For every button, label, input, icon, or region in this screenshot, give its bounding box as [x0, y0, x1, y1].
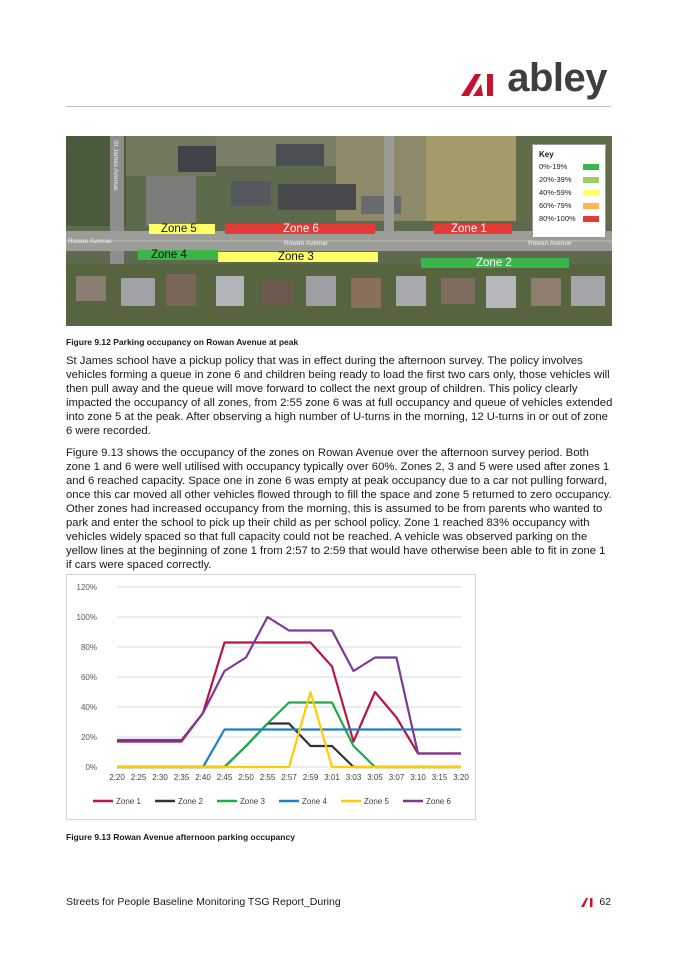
series-line-zone-4 [117, 730, 461, 768]
map-key [532, 144, 606, 238]
x-tick-label: 3:10 [410, 773, 426, 782]
x-tick-label: 3:20 [453, 773, 469, 782]
zone-6-label: Zone 6 [283, 223, 319, 235]
y-tick-label: 100% [76, 613, 97, 622]
legend-label: Zone 6 [426, 797, 451, 806]
zone-2-label: Zone 2 [476, 257, 512, 269]
x-tick-label: 3:05 [367, 773, 383, 782]
key-swatch [583, 177, 599, 183]
key-label: 20%-39% [539, 175, 572, 184]
body-paragraph: Figure 9.13 shows the occupancy of the zones on Rowan Avenue over the afternoon survey period. Both zone 1 and 6 were well utilised with occupancy typically over 60%. Zones 2, 3 and 5 were used after zones 1 and 6 reached capacity. Space one in zone 6 was empty at peak occupancy due to a car not pulling forward, once this car moved all other vehicles flowed through to fill the space and zone 5 returned to zero occupancy. Other zones had increased occupancy from the morning, this is assumed to be from parents who wanted to park and enter the school to pick up their child as per school policy. Zone 1 reached 83% occupancy with vehicles widely spaced so that full capacity could not be reached. A vehicle was observed parking on the yellow lines at the beginning of zone 1 from 2:57 to 2:59 that would have otherwise been able to fit in zone 1 if cars were spaced correctly. [66, 447, 612, 571]
key-row [539, 187, 599, 198]
x-tick-label: 3:01 [324, 773, 340, 782]
key-label: 80%-100% [539, 214, 576, 223]
y-tick-label: 80% [80, 643, 97, 652]
x-tick-label: 2:30 [152, 773, 168, 782]
footer-page [581, 896, 611, 908]
key-label: 40%-59% [539, 188, 572, 197]
footer-report-title: Streets for People Baseline Monitoring TSG Report_During [66, 896, 341, 908]
x-tick-label: 3:15 [431, 773, 448, 782]
key-row [539, 213, 599, 224]
legend-label: Zone 3 [240, 797, 265, 806]
road-label-east: Rowan Avenue [528, 240, 572, 247]
x-tick-label: 3:03 [345, 773, 362, 782]
key-swatch [583, 203, 599, 209]
y-tick-label: 60% [80, 673, 97, 682]
x-tick-label: 2:35 [173, 773, 190, 782]
legend-label: Zone 2 [178, 797, 203, 806]
road-label-center: Rowan Avenue [284, 240, 328, 247]
key-row [539, 174, 599, 185]
aerial-map [66, 136, 612, 326]
legend-label: Zone 5 [364, 797, 389, 806]
header-divider [66, 106, 611, 107]
key-row [539, 161, 599, 172]
occupancy-chart-svg [67, 575, 475, 819]
page-number: 62 [599, 896, 611, 908]
logo-wordmark: abley [507, 56, 607, 100]
legend-label: Zone 4 [302, 797, 327, 806]
map-key-title: Key [539, 150, 554, 159]
road-label-west: Rowan Avenue [68, 238, 112, 245]
figure-caption: Figure 9.13 Rowan Avenue afternoon parking occupancy [66, 832, 295, 842]
occupancy-chart [66, 574, 476, 820]
x-tick-label: 2:25 [130, 773, 147, 782]
abley-mark-icon [581, 897, 595, 907]
aerial-photo [66, 136, 612, 326]
y-tick-label: 0% [85, 763, 97, 772]
x-tick-label: 2:55 [259, 773, 276, 782]
abley-mark-icon [461, 68, 505, 98]
zone-5-label: Zone 5 [161, 223, 197, 235]
y-tick-label: 40% [80, 703, 97, 712]
zone-3-label: Zone 3 [278, 251, 314, 263]
key-label: 0%-19% [539, 162, 568, 171]
side-road-label: St James Avenue [112, 140, 119, 191]
x-tick-label: 2:40 [195, 773, 211, 782]
x-tick-label: 2:59 [302, 773, 319, 782]
body-paragraph: St James school have a pickup policy that was in effect during the afternoon survey. The policy involves vehicles forming a queue in zone 6 and children being ready to load the first two cars only, those vehicles will then pull away and the queue will move forward to collect the next group of children. This policy clearly impacted the occupancy of all zones, from 2:55 zone 6 was at full occupancy and queue of vehicles extended into zone 5 at the peak. After observing a high number of U-turns in the morning, 12 U-turns in or out of zone 6 were recorded. [66, 355, 613, 437]
key-swatch [583, 216, 599, 222]
key-swatch [583, 190, 599, 196]
key-label: 60%-79% [539, 201, 572, 210]
y-tick-label: 120% [76, 583, 97, 592]
x-tick-label: 2:57 [281, 773, 297, 782]
legend-label: Zone 1 [116, 797, 141, 806]
series-line-zone-6 [117, 617, 461, 754]
x-tick-label: 2:45 [216, 773, 233, 782]
key-row [539, 200, 599, 211]
y-tick-label: 20% [80, 733, 97, 742]
x-tick-label: 2:50 [238, 773, 254, 782]
x-tick-label: 2:20 [109, 773, 125, 782]
abley-logo [461, 58, 607, 98]
zone-1-label: Zone 1 [451, 223, 487, 235]
zone-4-label: Zone 4 [151, 249, 187, 261]
figure-caption: Figure 9.12 Parking occupancy on Rowan Avenue at peak [66, 337, 299, 347]
x-tick-label: 3:07 [388, 773, 405, 782]
key-swatch [583, 164, 599, 170]
